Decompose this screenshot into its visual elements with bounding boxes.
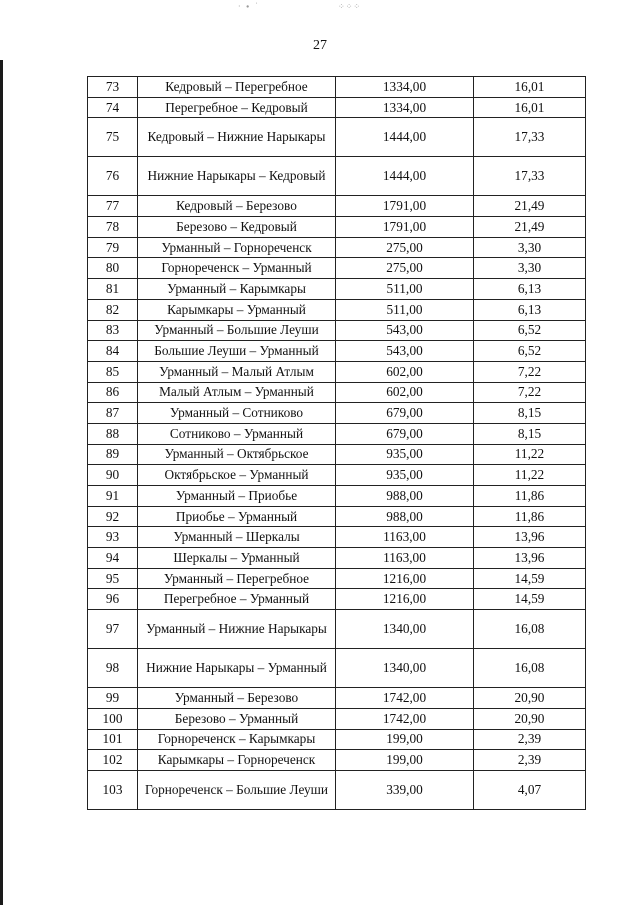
route-cell: Урманный – Малый Атлым bbox=[138, 361, 336, 382]
table-row bbox=[88, 708, 586, 729]
row-number-cell: 84 bbox=[88, 341, 138, 362]
row-number-cell: 77 bbox=[88, 196, 138, 217]
row-number-cell: 89 bbox=[88, 444, 138, 465]
price-cell: 11,86 bbox=[474, 506, 586, 527]
table-row bbox=[88, 320, 586, 341]
price-cell: 8,15 bbox=[474, 403, 586, 424]
route-cell: Урманный – Шеркалы bbox=[138, 527, 336, 548]
table-row bbox=[88, 444, 586, 465]
table-row bbox=[88, 729, 586, 750]
route-cell: Большие Леуши – Урманный bbox=[138, 341, 336, 362]
route-cell: Нижние Нарыкары – Кедровый bbox=[138, 157, 336, 196]
table-row bbox=[88, 77, 586, 98]
route-cell: Урманный – Сотниково bbox=[138, 403, 336, 424]
route-cell: Березово – Кедровый bbox=[138, 217, 336, 238]
route-cell: Карымкары – Горнореченск bbox=[138, 750, 336, 771]
price-cell: 20,90 bbox=[474, 688, 586, 709]
row-number-cell: 88 bbox=[88, 423, 138, 444]
table-row bbox=[88, 361, 586, 382]
price-cell: 14,59 bbox=[474, 589, 586, 610]
row-number-cell: 79 bbox=[88, 237, 138, 258]
table-row bbox=[88, 299, 586, 320]
row-number-cell: 101 bbox=[88, 729, 138, 750]
distance-cell: 935,00 bbox=[336, 465, 474, 486]
price-cell: 3,30 bbox=[474, 237, 586, 258]
table-row bbox=[88, 97, 586, 118]
row-number-cell: 74 bbox=[88, 97, 138, 118]
price-cell: 16,01 bbox=[474, 77, 586, 98]
price-cell: 20,90 bbox=[474, 708, 586, 729]
table-row bbox=[88, 527, 586, 548]
route-cell: Урманный – Октябрьское bbox=[138, 444, 336, 465]
row-number-cell: 98 bbox=[88, 649, 138, 688]
row-number-cell: 73 bbox=[88, 77, 138, 98]
distance-cell: 1334,00 bbox=[336, 77, 474, 98]
route-cell: Урманный – Карымкары bbox=[138, 279, 336, 300]
route-cell: Кедровый – Перегребное bbox=[138, 77, 336, 98]
price-cell: 2,39 bbox=[474, 729, 586, 750]
row-number-cell: 90 bbox=[88, 465, 138, 486]
tariff-table bbox=[87, 76, 586, 810]
distance-cell: 511,00 bbox=[336, 299, 474, 320]
row-number-cell: 86 bbox=[88, 382, 138, 403]
price-cell: 17,33 bbox=[474, 118, 586, 157]
table-row bbox=[88, 382, 586, 403]
distance-cell: 988,00 bbox=[336, 486, 474, 507]
row-number-cell: 93 bbox=[88, 527, 138, 548]
row-number-cell: 80 bbox=[88, 258, 138, 279]
distance-cell: 199,00 bbox=[336, 729, 474, 750]
price-cell: 6,13 bbox=[474, 279, 586, 300]
table-row bbox=[88, 465, 586, 486]
distance-cell: 602,00 bbox=[336, 361, 474, 382]
scan-left-edge bbox=[0, 60, 3, 905]
price-cell: 11,86 bbox=[474, 486, 586, 507]
route-cell: Березово – Урманный bbox=[138, 708, 336, 729]
table-row bbox=[88, 568, 586, 589]
row-number-cell: 97 bbox=[88, 610, 138, 649]
row-number-cell: 75 bbox=[88, 118, 138, 157]
distance-cell: 602,00 bbox=[336, 382, 474, 403]
distance-cell: 275,00 bbox=[336, 237, 474, 258]
row-number-cell: 91 bbox=[88, 486, 138, 507]
route-cell: Урманный – Нижние Нарыкары bbox=[138, 610, 336, 649]
row-number-cell: 94 bbox=[88, 548, 138, 569]
distance-cell: 1216,00 bbox=[336, 568, 474, 589]
table-row bbox=[88, 258, 586, 279]
distance-cell: 1163,00 bbox=[336, 527, 474, 548]
row-number-cell: 96 bbox=[88, 589, 138, 610]
row-number-cell: 76 bbox=[88, 157, 138, 196]
scan-artifact: · ∙ ˙ bbox=[238, 2, 260, 11]
table-row bbox=[88, 770, 586, 809]
distance-cell: 1444,00 bbox=[336, 157, 474, 196]
price-cell: 7,22 bbox=[474, 361, 586, 382]
distance-cell: 1334,00 bbox=[336, 97, 474, 118]
route-cell: Перегребное – Кедровый bbox=[138, 97, 336, 118]
distance-cell: 1742,00 bbox=[336, 688, 474, 709]
route-cell: Горнореченск – Урманный bbox=[138, 258, 336, 279]
table-row bbox=[88, 403, 586, 424]
tariff-table-body bbox=[88, 77, 586, 810]
row-number-cell: 99 bbox=[88, 688, 138, 709]
table-row bbox=[88, 589, 586, 610]
distance-cell: 1216,00 bbox=[336, 589, 474, 610]
price-cell: 8,15 bbox=[474, 423, 586, 444]
price-cell: 17,33 bbox=[474, 157, 586, 196]
price-cell: 6,52 bbox=[474, 341, 586, 362]
table-row bbox=[88, 610, 586, 649]
distance-cell: 339,00 bbox=[336, 770, 474, 809]
row-number-cell: 95 bbox=[88, 568, 138, 589]
distance-cell: 275,00 bbox=[336, 258, 474, 279]
table-row bbox=[88, 548, 586, 569]
price-cell: 21,49 bbox=[474, 196, 586, 217]
table-row bbox=[88, 157, 586, 196]
price-cell: 13,96 bbox=[474, 548, 586, 569]
row-number-cell: 78 bbox=[88, 217, 138, 238]
distance-cell: 1340,00 bbox=[336, 610, 474, 649]
route-cell: Урманный – Березово bbox=[138, 688, 336, 709]
price-cell: 14,59 bbox=[474, 568, 586, 589]
route-cell: Горнореченск – Большие Леуши bbox=[138, 770, 336, 809]
table-row bbox=[88, 341, 586, 362]
table-row bbox=[88, 750, 586, 771]
page-number: 27 bbox=[313, 38, 327, 53]
route-cell: Нижние Нарыкары – Урманный bbox=[138, 649, 336, 688]
route-cell: Урманный – Перегребное bbox=[138, 568, 336, 589]
price-cell: 16,08 bbox=[474, 649, 586, 688]
route-cell: Кедровый – Нижние Нарыкары bbox=[138, 118, 336, 157]
table-row bbox=[88, 506, 586, 527]
table-row bbox=[88, 423, 586, 444]
price-cell: 13,96 bbox=[474, 527, 586, 548]
distance-cell: 543,00 bbox=[336, 341, 474, 362]
distance-cell: 543,00 bbox=[336, 320, 474, 341]
route-cell: Кедровый – Березово bbox=[138, 196, 336, 217]
route-cell: Приобье – Урманный bbox=[138, 506, 336, 527]
table-row bbox=[88, 217, 586, 238]
price-cell: 7,22 bbox=[474, 382, 586, 403]
price-cell: 6,13 bbox=[474, 299, 586, 320]
distance-cell: 1444,00 bbox=[336, 118, 474, 157]
price-cell: 11,22 bbox=[474, 465, 586, 486]
route-cell: Урманный – Горнореченск bbox=[138, 237, 336, 258]
row-number-cell: 82 bbox=[88, 299, 138, 320]
row-number-cell: 92 bbox=[88, 506, 138, 527]
route-cell: Шеркалы – Урманный bbox=[138, 548, 336, 569]
route-cell: Урманный – Большие Леуши bbox=[138, 320, 336, 341]
price-cell: 3,30 bbox=[474, 258, 586, 279]
table-row bbox=[88, 196, 586, 217]
distance-cell: 679,00 bbox=[336, 403, 474, 424]
row-number-cell: 87 bbox=[88, 403, 138, 424]
distance-cell: 679,00 bbox=[336, 423, 474, 444]
route-cell: Карымкары – Урманный bbox=[138, 299, 336, 320]
distance-cell: 1742,00 bbox=[336, 708, 474, 729]
row-number-cell: 85 bbox=[88, 361, 138, 382]
scan-artifact: ⁘⁘⁘ bbox=[338, 2, 362, 11]
route-cell: Октябрьское – Урманный bbox=[138, 465, 336, 486]
distance-cell: 935,00 bbox=[336, 444, 474, 465]
table-row bbox=[88, 118, 586, 157]
table-row bbox=[88, 486, 586, 507]
route-cell: Сотниково – Урманный bbox=[138, 423, 336, 444]
price-cell: 2,39 bbox=[474, 750, 586, 771]
distance-cell: 988,00 bbox=[336, 506, 474, 527]
distance-cell: 1791,00 bbox=[336, 196, 474, 217]
table-row bbox=[88, 237, 586, 258]
route-cell: Перегребное – Урманный bbox=[138, 589, 336, 610]
distance-cell: 1791,00 bbox=[336, 217, 474, 238]
row-number-cell: 83 bbox=[88, 320, 138, 341]
distance-cell: 511,00 bbox=[336, 279, 474, 300]
distance-cell: 1340,00 bbox=[336, 649, 474, 688]
route-cell: Урманный – Приобье bbox=[138, 486, 336, 507]
table-row bbox=[88, 649, 586, 688]
price-cell: 16,01 bbox=[474, 97, 586, 118]
price-cell: 16,08 bbox=[474, 610, 586, 649]
distance-cell: 1163,00 bbox=[336, 548, 474, 569]
price-cell: 11,22 bbox=[474, 444, 586, 465]
price-cell: 21,49 bbox=[474, 217, 586, 238]
price-cell: 6,52 bbox=[474, 320, 586, 341]
row-number-cell: 102 bbox=[88, 750, 138, 771]
price-cell: 4,07 bbox=[474, 770, 586, 809]
row-number-cell: 100 bbox=[88, 708, 138, 729]
table-row bbox=[88, 279, 586, 300]
row-number-cell: 81 bbox=[88, 279, 138, 300]
route-cell: Горнореченск – Карымкары bbox=[138, 729, 336, 750]
route-cell: Малый Атлым – Урманный bbox=[138, 382, 336, 403]
distance-cell: 199,00 bbox=[336, 750, 474, 771]
table-row bbox=[88, 688, 586, 709]
row-number-cell: 103 bbox=[88, 770, 138, 809]
